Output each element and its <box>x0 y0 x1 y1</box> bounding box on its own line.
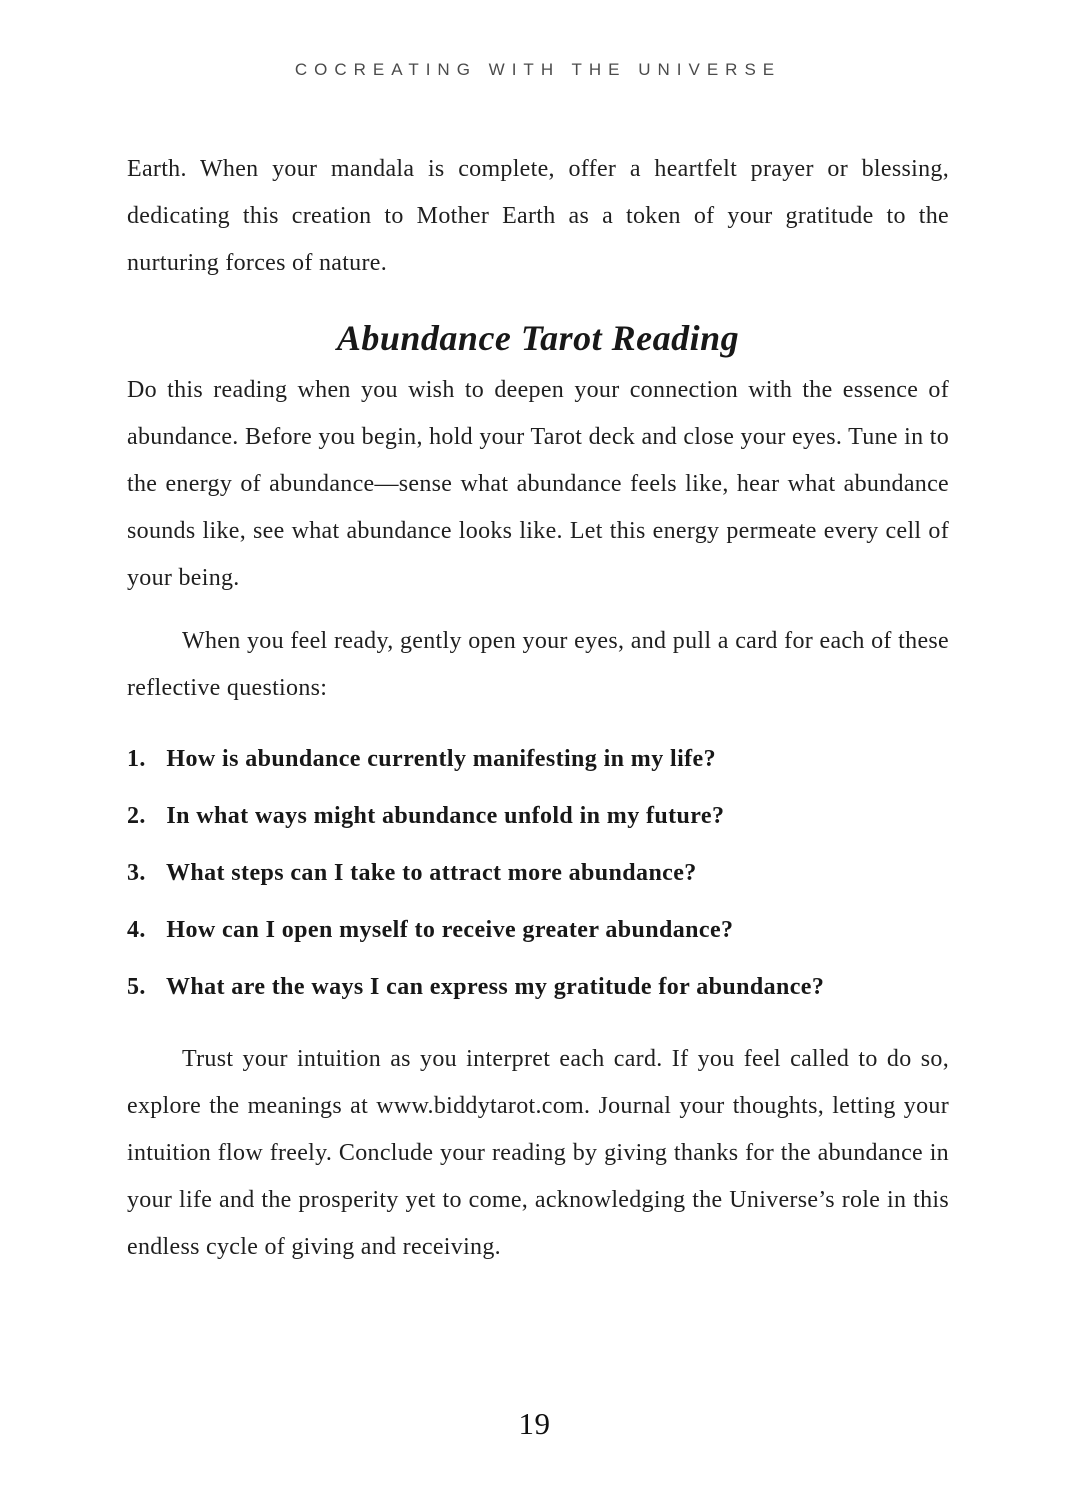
question-text: What are the ways I can express my gratitude for abundance? <box>165 974 825 1000</box>
list-item-question-3 <box>127 858 949 888</box>
question-text: How can I open myself to receive greater abundance? <box>166 917 734 943</box>
question-number: 5. <box>127 974 146 1000</box>
question-number: 3. <box>127 860 146 886</box>
question-number: 1. <box>127 746 146 772</box>
paragraph-reading-instructions: Do this reading when you wish to deepen your connection with the essence of abundance. Before you begin, hold your Tarot deck and close your eyes. Tune in to the energy of abundance—sense what abundance feels like, hear what abundance sounds like, see what abundance looks like. Let this energy permeate every cell of your being. <box>127 377 949 591</box>
question-text: In what ways might abundance unfold in my future? <box>166 803 725 829</box>
question-text: What steps can I take to attract more abundance? <box>165 860 697 886</box>
paragraph-pull-a-card: When you feel ready, gently open your eyes, and pull a card for each of these reflective questions: <box>127 628 949 701</box>
list-item-question-2 <box>127 801 949 831</box>
list-item-question-5 <box>127 972 949 1002</box>
question-text: How is abundance currently manifesting in my life? <box>166 746 716 772</box>
list-item-question-4 <box>127 915 949 945</box>
question-number: 2. <box>127 803 146 829</box>
section-heading-abundance-tarot-reading: Abundance Tarot Reading <box>336 318 740 358</box>
paragraph-trust-intuition: Trust your intuition as you interpret each card. If you feel called to do so, explore the meanings at www.biddytarot.com. Journal your thoughts, letting your intuition flow freely. Conclude your reading by giving thanks for the abundance in your life and the prosperity yet to come, acknowledging the Universe’s role in this endless cycle of giving and receiving. <box>127 1046 949 1260</box>
running-header: COCREATING WITH THE UNIVERSE <box>294 60 782 79</box>
paragraph-mandala-dedication: Earth. When your mandala is complete, offer a heartfelt prayer or blessing, dedicating this creation to Mother Earth as a token of your gratitude to the nurturing forces of nature. <box>127 156 949 276</box>
question-number: 4. <box>127 917 146 943</box>
reflective-questions-list <box>127 744 949 1002</box>
page-number: 19 <box>518 1406 551 1441</box>
list-item-question-1 <box>127 744 949 774</box>
